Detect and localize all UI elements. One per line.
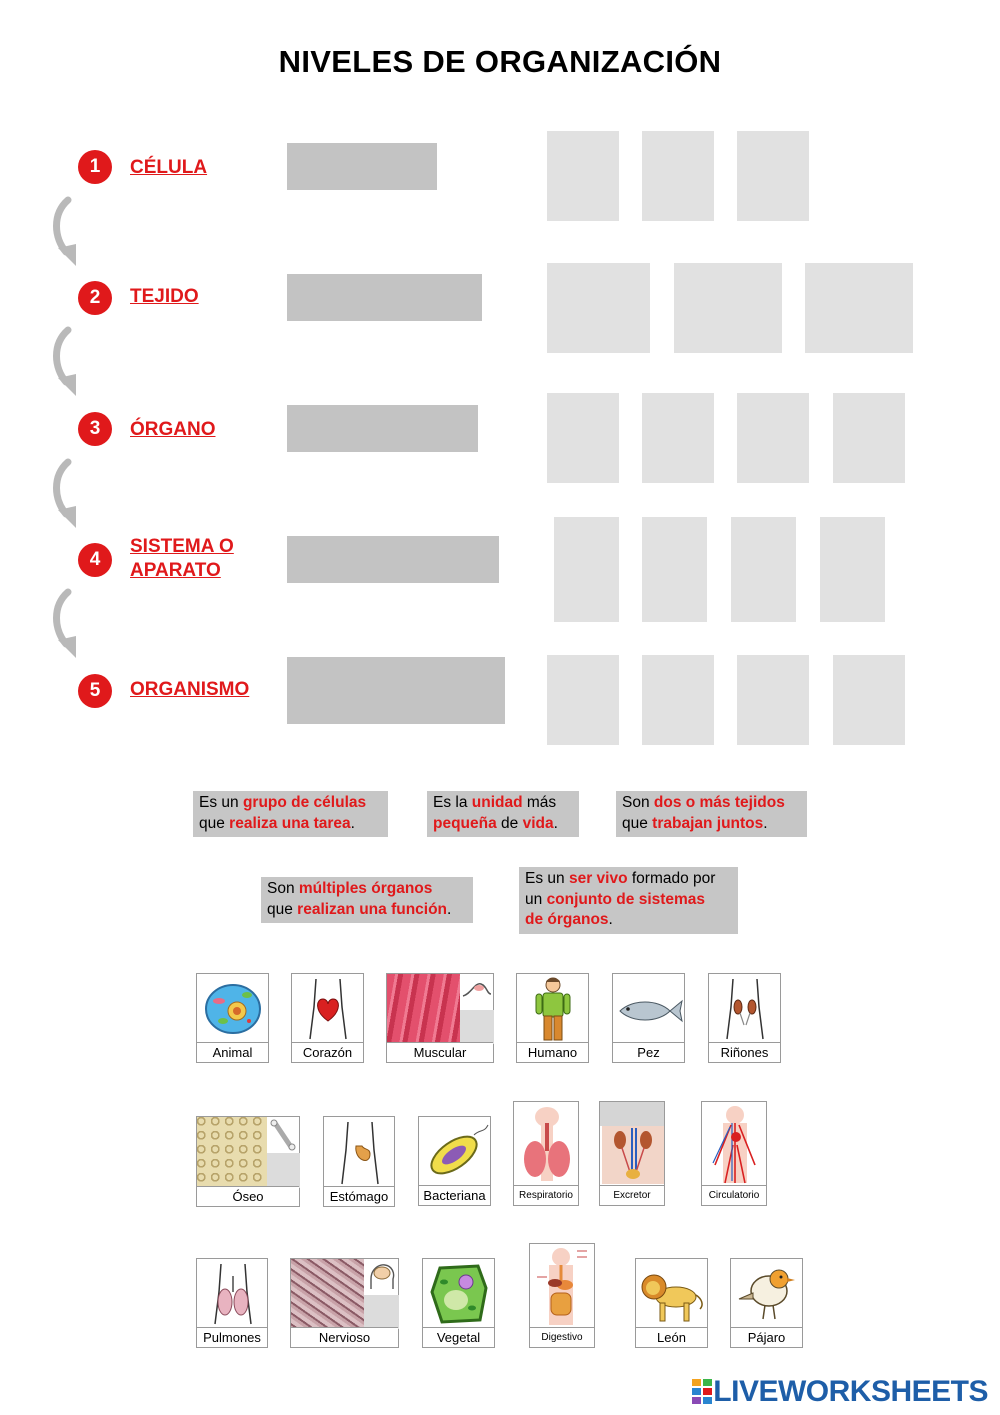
definition-card-3[interactable]: Son dos o más tejidos que trabajan juntos.	[616, 791, 807, 837]
image-drop-slot[interactable]	[805, 263, 913, 353]
down-curved-arrow-icon	[48, 326, 84, 398]
nervous-tissue-image	[291, 1259, 364, 1329]
card-label: Respiratorio	[514, 1185, 578, 1205]
card-label: Pez	[613, 1042, 684, 1062]
card-label: Pájaro	[731, 1327, 802, 1347]
image-card-pajaro[interactable]	[730, 1258, 803, 1348]
level-5-number: 5	[78, 674, 112, 708]
level-4-label-line2: APARATO	[130, 560, 221, 581]
image-drop-slot[interactable]	[731, 517, 796, 622]
brain-head-icon	[365, 1261, 397, 1293]
image-drop-slot[interactable]	[833, 655, 905, 745]
page-title: NIVELES DE ORGANIZACIÓN	[278, 44, 722, 79]
definition-drop-zone-4[interactable]	[287, 536, 499, 583]
image-drop-slot[interactable]	[820, 517, 885, 622]
bird-icon	[735, 1265, 799, 1325]
image-card-respiratorio[interactable]	[513, 1101, 579, 1206]
card-blank-area	[460, 1010, 494, 1044]
image-drop-slot[interactable]	[737, 655, 809, 745]
card-label: Excretor	[600, 1185, 664, 1205]
card-blank-area	[600, 1102, 664, 1126]
kidneys-icon	[713, 977, 777, 1041]
card-label: Riñones	[709, 1042, 780, 1062]
card-label: Vegetal	[423, 1327, 494, 1347]
image-card-vegetal[interactable]	[422, 1258, 495, 1348]
down-curved-arrow-icon	[48, 458, 84, 530]
card-label: Digestivo	[530, 1327, 594, 1347]
animal-cell-icon	[203, 979, 263, 1039]
image-drop-slot[interactable]	[642, 393, 714, 483]
card-label: Nervioso	[291, 1327, 398, 1347]
liveworksheets-logo-icon	[692, 1379, 714, 1410]
level-4-label: SISTEMA O	[130, 536, 234, 557]
image-card-animal[interactable]	[196, 973, 269, 1063]
respiratory-system-icon	[517, 1105, 577, 1183]
definition-drop-zone-2[interactable]	[287, 274, 482, 321]
lion-icon	[638, 1265, 706, 1325]
definition-card-1[interactable]: Es un grupo de células que realiza una tarea.	[193, 791, 388, 837]
definition-drop-zone-5[interactable]	[287, 657, 505, 724]
arm-muscle-icon	[461, 976, 493, 1006]
level-4-number: 4	[78, 543, 112, 577]
excretory-system-icon	[602, 1126, 664, 1186]
image-card-excretor[interactable]	[599, 1101, 665, 1206]
card-label: Corazón	[292, 1042, 363, 1062]
image-drop-slot[interactable]	[674, 263, 782, 353]
image-drop-slot[interactable]	[547, 393, 619, 483]
image-card-circulatorio[interactable]	[701, 1101, 767, 1206]
heart-icon	[296, 977, 360, 1041]
image-card-digestivo[interactable]	[529, 1243, 595, 1348]
level-3-label: ÓRGANO	[130, 419, 216, 440]
image-card-oseo[interactable]	[196, 1116, 300, 1207]
definition-drop-zone-3[interactable]	[287, 405, 478, 452]
definition-drop-zone-1[interactable]	[287, 143, 437, 190]
level-5-label: ORGANISMO	[130, 679, 250, 700]
level-2-label: TEJIDO	[130, 286, 199, 307]
muscle-tissue-image	[387, 974, 460, 1044]
card-label: Bacteriana	[419, 1185, 490, 1205]
image-drop-slot[interactable]	[833, 393, 905, 483]
card-label: Estómago	[324, 1186, 394, 1206]
image-card-humano[interactable]	[516, 973, 589, 1063]
level-2-number: 2	[78, 281, 112, 315]
image-card-nervioso[interactable]	[290, 1258, 399, 1348]
image-card-estomago[interactable]	[323, 1116, 395, 1207]
image-drop-slot[interactable]	[642, 517, 707, 622]
image-drop-slot[interactable]	[554, 517, 619, 622]
down-curved-arrow-icon	[48, 196, 84, 268]
card-label: Pulmones	[197, 1327, 267, 1347]
image-card-corazon[interactable]	[291, 973, 364, 1063]
image-drop-slot[interactable]	[547, 655, 619, 745]
plant-cell-icon	[428, 1262, 490, 1326]
definition-card-4[interactable]: Son múltiples órganos que realizan una función.	[261, 877, 473, 923]
liveworksheets-logo[interactable]: LIVEWORKSHEETS	[713, 1375, 988, 1408]
card-label: Humano	[517, 1042, 588, 1062]
card-label: León	[636, 1327, 707, 1347]
image-drop-slot[interactable]	[642, 655, 714, 745]
definition-card-2[interactable]: Es la unidad más pequeña de vida.	[427, 791, 579, 837]
fish-icon	[616, 996, 684, 1026]
bacterium-icon	[422, 1121, 490, 1183]
image-drop-slot[interactable]	[737, 393, 809, 483]
level-1-label: CÉLULA	[130, 157, 208, 178]
card-label: Circulatorio	[702, 1185, 766, 1205]
image-drop-slot[interactable]	[547, 131, 619, 221]
digestive-system-icon	[533, 1247, 593, 1327]
definition-card-5[interactable]: Es un ser vivo formado por un conjunto de sistemas de órganos.	[519, 867, 738, 934]
bone-tissue-image	[197, 1117, 267, 1188]
human-icon	[531, 976, 575, 1042]
level-1-number: 1	[78, 150, 112, 184]
lungs-icon	[201, 1262, 265, 1326]
circulatory-system-icon	[705, 1105, 765, 1185]
card-blank-area	[364, 1295, 399, 1329]
image-card-pulmones[interactable]	[196, 1258, 268, 1348]
image-drop-slot[interactable]	[547, 263, 650, 353]
image-drop-slot[interactable]	[642, 131, 714, 221]
image-drop-slot[interactable]	[737, 131, 809, 221]
image-card-muscular[interactable]	[386, 973, 494, 1063]
image-card-bacteriana[interactable]	[418, 1116, 491, 1206]
image-card-leon[interactable]	[635, 1258, 708, 1348]
image-card-pez[interactable]	[612, 973, 685, 1063]
bone-icon	[269, 1119, 297, 1151]
card-label: Muscular	[387, 1042, 493, 1062]
stomach-icon	[328, 1120, 392, 1186]
card-label: Animal	[197, 1042, 268, 1062]
level-3-number: 3	[78, 412, 112, 446]
card-label: Óseo	[197, 1186, 299, 1206]
down-curved-arrow-icon	[48, 588, 84, 660]
card-blank-area	[267, 1153, 300, 1188]
image-card-rinones[interactable]	[708, 973, 781, 1063]
